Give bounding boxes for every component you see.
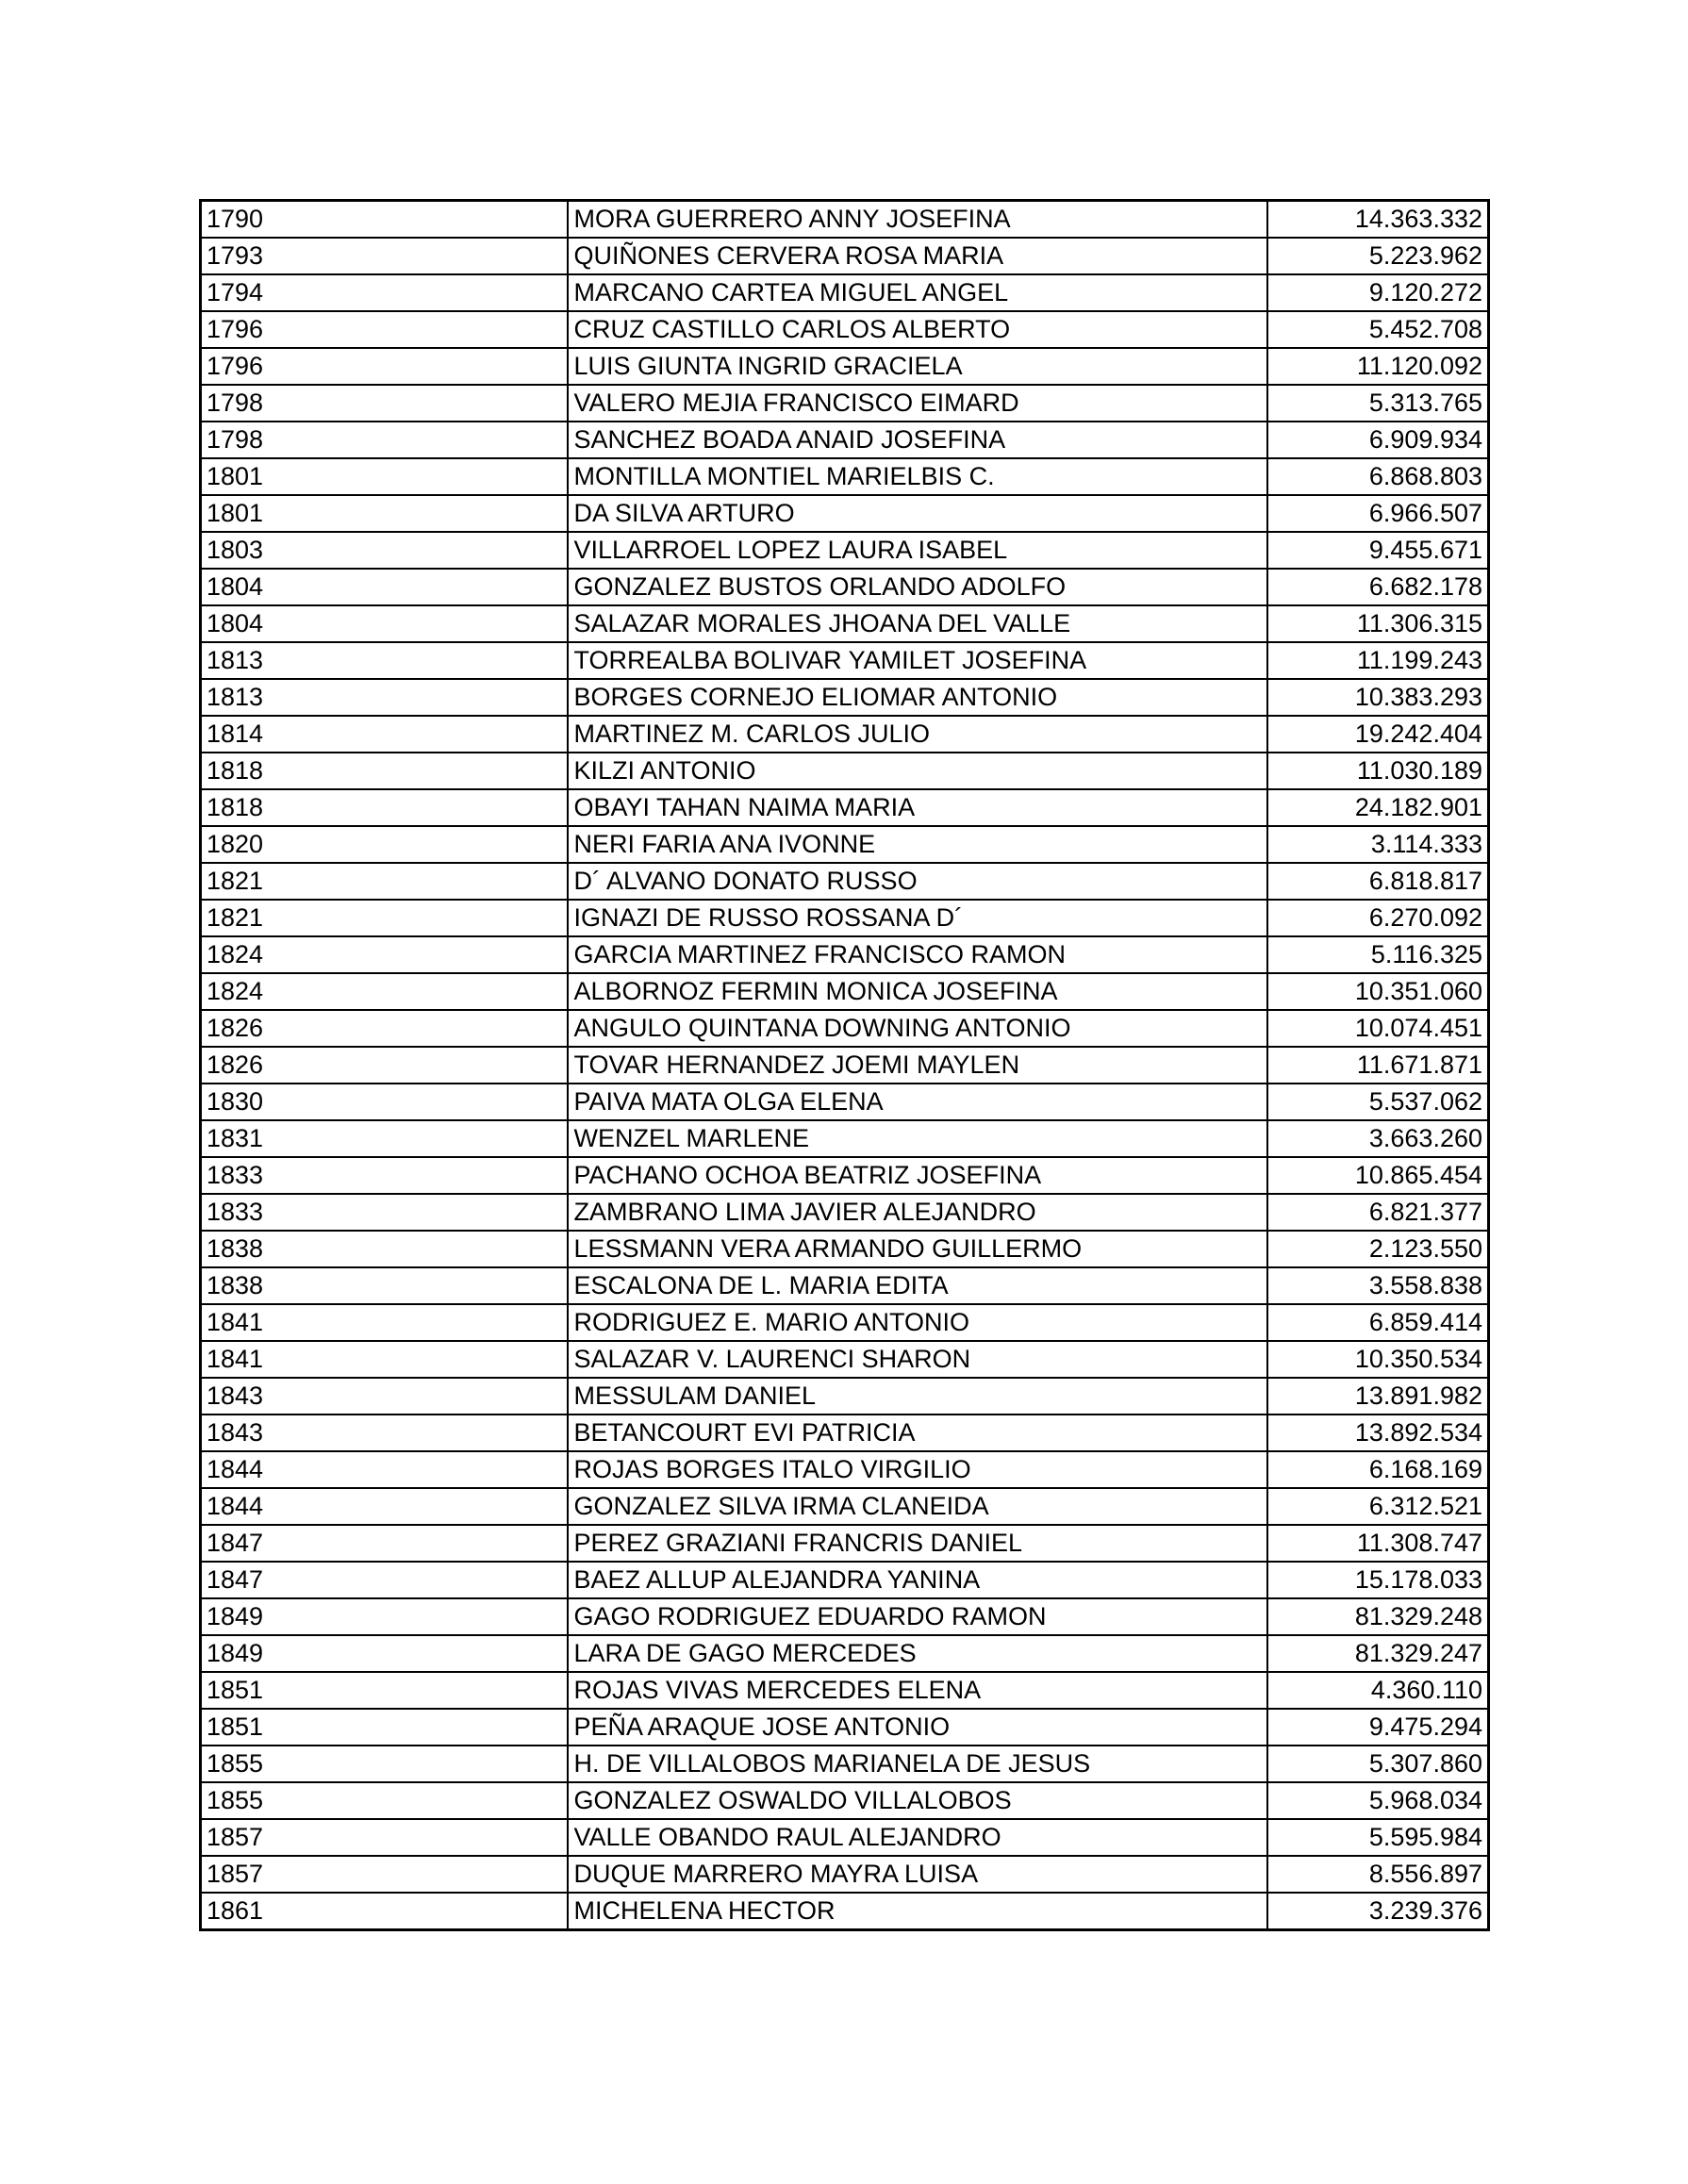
table-row <box>201 1157 1489 1194</box>
person-name-cell: PACHANO OCHOA BEATRIZ JOSEFINA <box>568 1157 1267 1194</box>
person-name-cell: NERI FARIA ANA IVONNE <box>568 826 1267 863</box>
amount-cell: 10.074.451 <box>1267 1010 1489 1047</box>
record-number-cell: 1804 <box>201 605 568 642</box>
record-number-cell: 1849 <box>201 1635 568 1672</box>
table-row <box>201 605 1489 642</box>
record-number-cell: 1857 <box>201 1819 568 1856</box>
amount-cell: 81.329.247 <box>1267 1635 1489 1672</box>
table-row <box>201 826 1489 863</box>
table-row <box>201 1782 1489 1819</box>
record-number-cell: 1841 <box>201 1341 568 1378</box>
amount-cell: 11.308.747 <box>1267 1525 1489 1562</box>
amount-cell: 8.556.897 <box>1267 1856 1489 1893</box>
amount-cell: 9.120.272 <box>1267 274 1489 311</box>
table-row <box>201 1231 1489 1267</box>
amount-cell: 6.821.377 <box>1267 1194 1489 1231</box>
amount-cell: 5.537.062 <box>1267 1084 1489 1120</box>
person-name-cell: VALLE OBANDO RAUL ALEJANDRO <box>568 1819 1267 1856</box>
record-number-cell: 1796 <box>201 348 568 385</box>
person-name-cell: TOVAR HERNANDEZ JOEMI MAYLEN <box>568 1047 1267 1084</box>
amount-cell: 11.671.871 <box>1267 1047 1489 1084</box>
person-name-cell: DUQUE MARRERO MAYRA LUISA <box>568 1856 1267 1893</box>
amount-cell: 5.116.325 <box>1267 936 1489 973</box>
table-row <box>201 973 1489 1010</box>
amount-cell: 6.270.092 <box>1267 900 1489 936</box>
record-number-cell: 1841 <box>201 1304 568 1341</box>
person-name-cell: KILZI ANTONIO <box>568 753 1267 789</box>
record-number-cell: 1861 <box>201 1893 568 1930</box>
table-row <box>201 1819 1489 1856</box>
records-table-body <box>201 201 1489 1930</box>
person-name-cell: TORREALBA BOLIVAR YAMILET JOSEFINA <box>568 642 1267 679</box>
record-number-cell: 1851 <box>201 1709 568 1746</box>
record-number-cell: 1803 <box>201 532 568 569</box>
person-name-cell: MICHELENA HECTOR <box>568 1893 1267 1930</box>
amount-cell: 5.968.034 <box>1267 1782 1489 1819</box>
amount-cell: 3.239.376 <box>1267 1893 1489 1930</box>
amount-cell: 6.868.803 <box>1267 458 1489 495</box>
table-row <box>201 569 1489 605</box>
person-name-cell: PEREZ GRAZIANI FRANCRIS DANIEL <box>568 1525 1267 1562</box>
table-row <box>201 789 1489 826</box>
amount-cell: 6.859.414 <box>1267 1304 1489 1341</box>
amount-cell: 11.120.092 <box>1267 348 1489 385</box>
table-row <box>201 1709 1489 1746</box>
table-row <box>201 1341 1489 1378</box>
record-number-cell: 1844 <box>201 1488 568 1525</box>
table-row <box>201 1120 1489 1157</box>
table-row <box>201 1378 1489 1415</box>
table-row <box>201 642 1489 679</box>
amount-cell: 10.383.293 <box>1267 679 1489 716</box>
person-name-cell: GONZALEZ SILVA IRMA CLANEIDA <box>568 1488 1267 1525</box>
table-row <box>201 936 1489 973</box>
record-number-cell: 1798 <box>201 385 568 422</box>
amount-cell: 14.363.332 <box>1267 201 1489 239</box>
table-row <box>201 716 1489 753</box>
amount-cell: 10.351.060 <box>1267 973 1489 1010</box>
amount-cell: 81.329.248 <box>1267 1598 1489 1635</box>
table-row <box>201 1415 1489 1451</box>
amount-cell: 5.223.962 <box>1267 238 1489 274</box>
amount-cell: 15.178.033 <box>1267 1562 1489 1598</box>
table-row <box>201 385 1489 422</box>
table-row <box>201 422 1489 458</box>
table-row <box>201 1635 1489 1672</box>
person-name-cell: ALBORNOZ FERMIN MONICA JOSEFINA <box>568 973 1267 1010</box>
record-number-cell: 1843 <box>201 1378 568 1415</box>
amount-cell: 11.030.189 <box>1267 753 1489 789</box>
person-name-cell: ROJAS BORGES ITALO VIRGILIO <box>568 1451 1267 1488</box>
person-name-cell: BAEZ ALLUP ALEJANDRA YANINA <box>568 1562 1267 1598</box>
person-name-cell: ESCALONA DE L. MARIA EDITA <box>568 1267 1267 1304</box>
table-row <box>201 1010 1489 1047</box>
record-number-cell: 1818 <box>201 753 568 789</box>
records-table <box>199 199 1490 1931</box>
amount-cell: 19.242.404 <box>1267 716 1489 753</box>
record-number-cell: 1843 <box>201 1415 568 1451</box>
amount-cell: 10.865.454 <box>1267 1157 1489 1194</box>
record-number-cell: 1794 <box>201 274 568 311</box>
record-number-cell: 1820 <box>201 826 568 863</box>
person-name-cell: ROJAS VIVAS MERCEDES ELENA <box>568 1672 1267 1709</box>
person-name-cell: BETANCOURT EVI PATRICIA <box>568 1415 1267 1451</box>
table-row <box>201 348 1489 385</box>
table-row <box>201 458 1489 495</box>
amount-cell: 3.114.333 <box>1267 826 1489 863</box>
person-name-cell: RODRIGUEZ E. MARIO ANTONIO <box>568 1304 1267 1341</box>
record-number-cell: 1824 <box>201 973 568 1010</box>
record-number-cell: 1831 <box>201 1120 568 1157</box>
amount-cell: 6.168.169 <box>1267 1451 1489 1488</box>
record-number-cell: 1813 <box>201 679 568 716</box>
person-name-cell: ZAMBRANO LIMA JAVIER ALEJANDRO <box>568 1194 1267 1231</box>
person-name-cell: LESSMANN VERA ARMANDO GUILLERMO <box>568 1231 1267 1267</box>
table-row <box>201 753 1489 789</box>
table-row <box>201 1525 1489 1562</box>
table-row <box>201 238 1489 274</box>
record-number-cell: 1796 <box>201 311 568 348</box>
record-number-cell: 1798 <box>201 422 568 458</box>
record-number-cell: 1847 <box>201 1562 568 1598</box>
person-name-cell: VALERO MEJIA FRANCISCO EIMARD <box>568 385 1267 422</box>
record-number-cell: 1849 <box>201 1598 568 1635</box>
person-name-cell: MORA GUERRERO ANNY JOSEFINA <box>568 201 1267 239</box>
record-number-cell: 1826 <box>201 1010 568 1047</box>
person-name-cell: DA SILVA ARTURO <box>568 495 1267 532</box>
amount-cell: 6.312.521 <box>1267 1488 1489 1525</box>
amount-cell: 6.818.817 <box>1267 863 1489 900</box>
record-number-cell: 1804 <box>201 569 568 605</box>
amount-cell: 2.123.550 <box>1267 1231 1489 1267</box>
amount-cell: 6.682.178 <box>1267 569 1489 605</box>
amount-cell: 5.452.708 <box>1267 311 1489 348</box>
record-number-cell: 1838 <box>201 1231 568 1267</box>
table-row <box>201 495 1489 532</box>
record-number-cell: 1857 <box>201 1856 568 1893</box>
table-row <box>201 1304 1489 1341</box>
person-name-cell: SALAZAR V. LAURENCI SHARON <box>568 1341 1267 1378</box>
table-row <box>201 532 1489 569</box>
person-name-cell: IGNAZI DE RUSSO ROSSANA D´ <box>568 900 1267 936</box>
table-row <box>201 311 1489 348</box>
person-name-cell: D´ ALVANO DONATO RUSSO <box>568 863 1267 900</box>
record-number-cell: 1830 <box>201 1084 568 1120</box>
amount-cell: 9.455.671 <box>1267 532 1489 569</box>
table-row <box>201 1893 1489 1930</box>
record-number-cell: 1851 <box>201 1672 568 1709</box>
person-name-cell: MONTILLA MONTIEL MARIELBIS C. <box>568 458 1267 495</box>
amount-cell: 11.306.315 <box>1267 605 1489 642</box>
person-name-cell: LARA DE GAGO MERCEDES <box>568 1635 1267 1672</box>
amount-cell: 13.891.982 <box>1267 1378 1489 1415</box>
person-name-cell: MESSULAM DANIEL <box>568 1378 1267 1415</box>
table-row <box>201 863 1489 900</box>
amount-cell: 4.360.110 <box>1267 1672 1489 1709</box>
record-number-cell: 1821 <box>201 863 568 900</box>
person-name-cell: MARCANO CARTEA MIGUEL ANGEL <box>568 274 1267 311</box>
amount-cell: 3.663.260 <box>1267 1120 1489 1157</box>
person-name-cell: PEÑA ARAQUE JOSE ANTONIO <box>568 1709 1267 1746</box>
amount-cell: 24.182.901 <box>1267 789 1489 826</box>
amount-cell: 10.350.534 <box>1267 1341 1489 1378</box>
record-number-cell: 1833 <box>201 1157 568 1194</box>
person-name-cell: LUIS GIUNTA INGRID GRACIELA <box>568 348 1267 385</box>
amount-cell: 6.966.507 <box>1267 495 1489 532</box>
record-number-cell: 1793 <box>201 238 568 274</box>
table-row <box>201 1451 1489 1488</box>
amount-cell: 11.199.243 <box>1267 642 1489 679</box>
table-row <box>201 201 1489 239</box>
record-number-cell: 1824 <box>201 936 568 973</box>
record-number-cell: 1844 <box>201 1451 568 1488</box>
record-number-cell: 1826 <box>201 1047 568 1084</box>
record-number-cell: 1790 <box>201 201 568 239</box>
person-name-cell: OBAYI TAHAN NAIMA MARIA <box>568 789 1267 826</box>
person-name-cell: SANCHEZ BOADA ANAID JOSEFINA <box>568 422 1267 458</box>
person-name-cell: PAIVA MATA OLGA ELENA <box>568 1084 1267 1120</box>
person-name-cell: H. DE VILLALOBOS MARIANELA DE JESUS <box>568 1746 1267 1782</box>
table-row <box>201 1047 1489 1084</box>
record-number-cell: 1855 <box>201 1782 568 1819</box>
record-number-cell: 1813 <box>201 642 568 679</box>
person-name-cell: WENZEL MARLENE <box>568 1120 1267 1157</box>
person-name-cell: VILLARROEL LOPEZ LAURA ISABEL <box>568 532 1267 569</box>
person-name-cell: GONZALEZ BUSTOS ORLANDO ADOLFO <box>568 569 1267 605</box>
person-name-cell: MARTINEZ M. CARLOS JULIO <box>568 716 1267 753</box>
amount-cell: 3.558.838 <box>1267 1267 1489 1304</box>
person-name-cell: SALAZAR MORALES JHOANA DEL VALLE <box>568 605 1267 642</box>
table-row <box>201 679 1489 716</box>
record-number-cell: 1801 <box>201 495 568 532</box>
record-number-cell: 1821 <box>201 900 568 936</box>
amount-cell: 5.307.860 <box>1267 1746 1489 1782</box>
table-row <box>201 1672 1489 1709</box>
record-number-cell: 1814 <box>201 716 568 753</box>
table-row <box>201 1488 1489 1525</box>
person-name-cell: QUIÑONES CERVERA ROSA MARIA <box>568 238 1267 274</box>
table-row <box>201 1598 1489 1635</box>
person-name-cell: CRUZ CASTILLO CARLOS ALBERTO <box>568 311 1267 348</box>
table-row <box>201 1746 1489 1782</box>
table-row <box>201 900 1489 936</box>
record-number-cell: 1838 <box>201 1267 568 1304</box>
record-number-cell: 1801 <box>201 458 568 495</box>
table-row <box>201 1562 1489 1598</box>
amount-cell: 5.595.984 <box>1267 1819 1489 1856</box>
table-row <box>201 1856 1489 1893</box>
person-name-cell: GAGO RODRIGUEZ EDUARDO RAMON <box>568 1598 1267 1635</box>
amount-cell: 9.475.294 <box>1267 1709 1489 1746</box>
record-number-cell: 1833 <box>201 1194 568 1231</box>
record-number-cell: 1818 <box>201 789 568 826</box>
table-row <box>201 1194 1489 1231</box>
amount-cell: 6.909.934 <box>1267 422 1489 458</box>
table-row <box>201 274 1489 311</box>
record-number-cell: 1855 <box>201 1746 568 1782</box>
record-number-cell: 1847 <box>201 1525 568 1562</box>
table-row <box>201 1084 1489 1120</box>
person-name-cell: BORGES CORNEJO ELIOMAR ANTONIO <box>568 679 1267 716</box>
person-name-cell: ANGULO QUINTANA DOWNING ANTONIO <box>568 1010 1267 1047</box>
amount-cell: 5.313.765 <box>1267 385 1489 422</box>
amount-cell: 13.892.534 <box>1267 1415 1489 1451</box>
table-row <box>201 1267 1489 1304</box>
person-name-cell: GARCIA MARTINEZ FRANCISCO RAMON <box>568 936 1267 973</box>
person-name-cell: GONZALEZ OSWALDO VILLALOBOS <box>568 1782 1267 1819</box>
